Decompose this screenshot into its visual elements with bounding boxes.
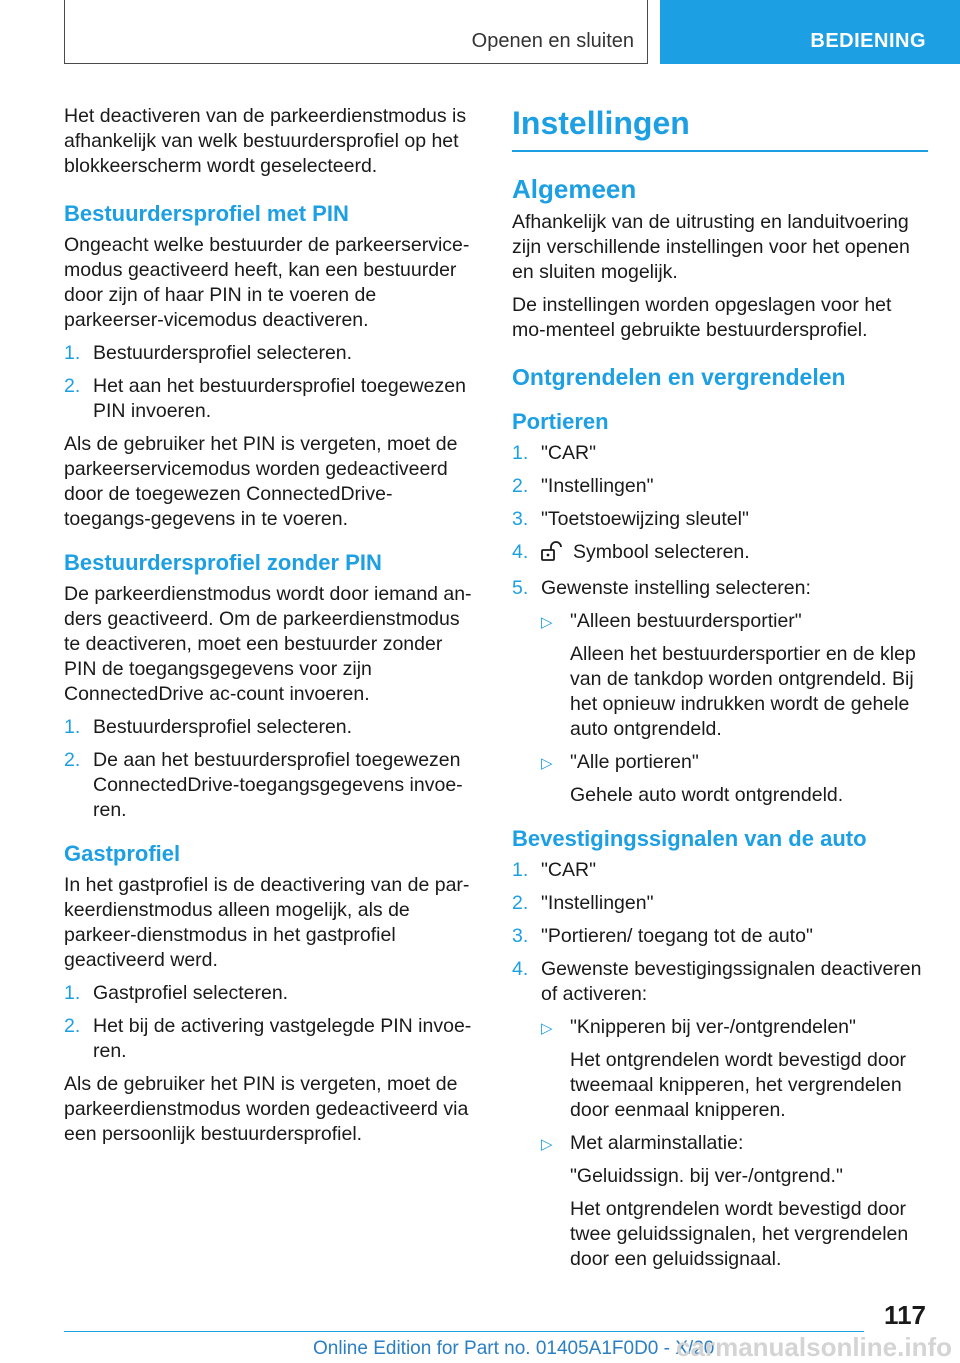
option-item xyxy=(541,1131,928,1272)
list-item xyxy=(64,1014,476,1064)
step-number: 2. xyxy=(64,375,81,397)
step-number: 2. xyxy=(512,475,529,497)
step-text: Gastprofiel selecteren. xyxy=(93,982,289,1004)
list-item xyxy=(64,748,476,823)
step-text: "Portieren/ toegang tot de auto" xyxy=(541,925,813,947)
step-number: 4. xyxy=(512,541,529,563)
option-description: "Geluidssign. bij ver-/ontgrend." xyxy=(570,1165,843,1187)
option-description: Gehele auto wordt ontgrendeld. xyxy=(570,784,844,806)
step-number: 3. xyxy=(512,925,529,947)
step-text: De aan het bestuurdersprofiel toegewezen ConnectedDrive-toegangsgegevens invoe-ren. xyxy=(93,749,463,821)
steps-list xyxy=(64,715,476,823)
triangle-bullet-icon: ▷ xyxy=(541,1136,553,1153)
paragraph: De parkeerdienstmodus wordt door iemand an-ders geactiveerd. Om de parkeerdienstmodus te deactiveren, moet een bestuurder zonder PIN de toegangsgegevens voor zijn ConnectedDrive ac-count invoeren. xyxy=(64,583,472,705)
option-item xyxy=(541,750,928,808)
step-number: 1. xyxy=(512,442,529,464)
steps-list xyxy=(64,341,476,424)
heading-doors: Portieren xyxy=(512,409,609,434)
step-number: 1. xyxy=(512,859,529,881)
step-number: 5. xyxy=(512,577,529,599)
option-item xyxy=(541,1015,928,1123)
triangle-bullet-icon: ▷ xyxy=(541,755,553,772)
step-text: Bestuurdersprofiel selecteren. xyxy=(93,716,353,738)
paragraph: In het gastprofiel is de deactivering van de par-keerdienstmodus alleen mogelijk, als de parkeer-dienstmodus in het gastprofiel geactiveerd werd. xyxy=(64,874,470,971)
option-description: Alleen het bestuurdersportier en de klep van de tankdop worden ontgrendeld. Bij het opnieuw indrukken wordt de gehele auto ontgrendeld. xyxy=(570,643,916,740)
list-item xyxy=(512,891,928,916)
step-number: 2. xyxy=(64,1015,81,1037)
step-text: "Instellingen" xyxy=(541,475,654,497)
steps-list xyxy=(512,858,928,1272)
step-number: 3. xyxy=(512,508,529,530)
options-list xyxy=(541,1015,928,1272)
triangle-bullet-icon: ▷ xyxy=(541,1020,553,1037)
heading-general: Algemeen xyxy=(512,174,637,204)
heading-profile-with-pin: Bestuurdersprofiel met PIN xyxy=(64,201,349,226)
paragraph: Afhankelijk van de uitrusting en landuitvoering zijn verschillende instellingen voor het openen en sluiten mogelijk. xyxy=(512,211,910,283)
heading-guest-profile: Gastprofiel xyxy=(64,841,181,866)
list-item xyxy=(64,374,476,424)
step-text: "Instellingen" xyxy=(541,892,654,914)
section-title: Openen en sluiten xyxy=(471,30,634,52)
option-description: Het ontgrendelen wordt bevestigd door twee geluidssignalen, het vergrendelen door een geluidssignaal. xyxy=(570,1198,909,1270)
step-text: "CAR" xyxy=(541,442,597,464)
list-item xyxy=(64,981,476,1006)
steps-list xyxy=(64,981,476,1064)
triangle-bullet-icon: ▷ xyxy=(541,614,553,631)
note-paragraph: Als de gebruiker het PIN is vergeten, moet de parkeerdienstmodus worden gedeactiveerd via een persoonlijk bestuurdersprofiel. xyxy=(64,1073,469,1145)
list-item xyxy=(512,957,928,1272)
step-text: Het bij de activering vastgelegde PIN invoe-ren. xyxy=(93,1015,472,1062)
step-text: Gewenste instelling selecteren: xyxy=(541,577,811,599)
list-item xyxy=(512,507,928,532)
heading-confirmation-signals: Bevestigingssignalen van de auto xyxy=(512,826,867,851)
list-item xyxy=(512,858,928,883)
option-description: Het ontgrendelen wordt bevestigd door tweemaal knipperen, het vergrendelen door eenmaal knipperen. xyxy=(570,1049,907,1121)
step-text: "CAR" xyxy=(541,859,597,881)
steps-list xyxy=(512,441,928,808)
watermark: carmanualsonline.info xyxy=(676,1332,952,1362)
step-number: 1. xyxy=(64,342,81,364)
list-item xyxy=(512,474,928,499)
option-label: "Alle portieren" xyxy=(570,751,699,773)
paragraph: Ongeacht welke bestuurder de parkeerservice-modus geactiveerd heeft, kan een bestuurder door zijn of haar PIN in te voeren de parkeerser-vicemodus deactiveren. xyxy=(64,234,470,331)
left-column xyxy=(64,104,476,1155)
list-item xyxy=(512,441,928,466)
edition-text: Online Edition for Part no. 01405A1F0D0 - X/20 xyxy=(313,1338,715,1359)
options-list xyxy=(541,609,928,808)
step-number: 4. xyxy=(512,958,529,980)
unlock-icon xyxy=(541,541,563,568)
step-text: "Toetstoewijzing sleutel" xyxy=(541,508,749,530)
step-number: 2. xyxy=(512,892,529,914)
step-text: Het aan het bestuurdersprofiel toegewezen PIN invoeren. xyxy=(93,375,466,422)
heading-profile-without-pin: Bestuurdersprofiel zonder PIN xyxy=(64,550,382,575)
note-paragraph: Als de gebruiker het PIN is vergeten, moet de parkeerservicemodus worden gedeactiveerd door de toegewezen ConnectedDrive-toegangs-gegevens in te voeren. xyxy=(64,433,458,530)
page-number: 117 xyxy=(884,1300,926,1330)
step-text: Bestuurdersprofiel selecteren. xyxy=(93,342,353,364)
paragraph: De instellingen worden opgeslagen voor het mo-menteel gebruikte bestuurdersprofiel. xyxy=(512,294,892,341)
list-item xyxy=(512,540,928,568)
list-item xyxy=(64,341,476,366)
step-text: Gewenste bevestigingssignalen deactiveren of activeren: xyxy=(541,958,922,1005)
list-item xyxy=(512,576,928,808)
heading-settings: Instellingen xyxy=(512,104,928,152)
list-item xyxy=(512,924,928,949)
option-item xyxy=(541,609,928,742)
option-label: Met alarminstallatie: xyxy=(570,1132,744,1154)
list-item xyxy=(64,715,476,740)
step-number: 1. xyxy=(64,716,81,738)
step-text: Symbool selecteren. xyxy=(573,541,750,563)
step-number: 2. xyxy=(64,749,81,771)
heading-unlock-lock: Ontgrendelen en vergrendelen xyxy=(512,364,846,390)
option-label: "Knipperen bij ver-/ontgrendelen" xyxy=(570,1016,856,1038)
chapter-tab: BEDIENING xyxy=(660,0,960,64)
right-column xyxy=(512,104,928,1280)
step-number: 1. xyxy=(64,982,81,1004)
option-label: "Alleen bestuurdersportier" xyxy=(570,610,802,632)
intro-paragraph: Het deactiveren van de parkeerdienstmodus is afhankelijk van welk bestuurdersprofiel op het blokkeerscherm wordt geselecteerd. xyxy=(64,105,467,177)
